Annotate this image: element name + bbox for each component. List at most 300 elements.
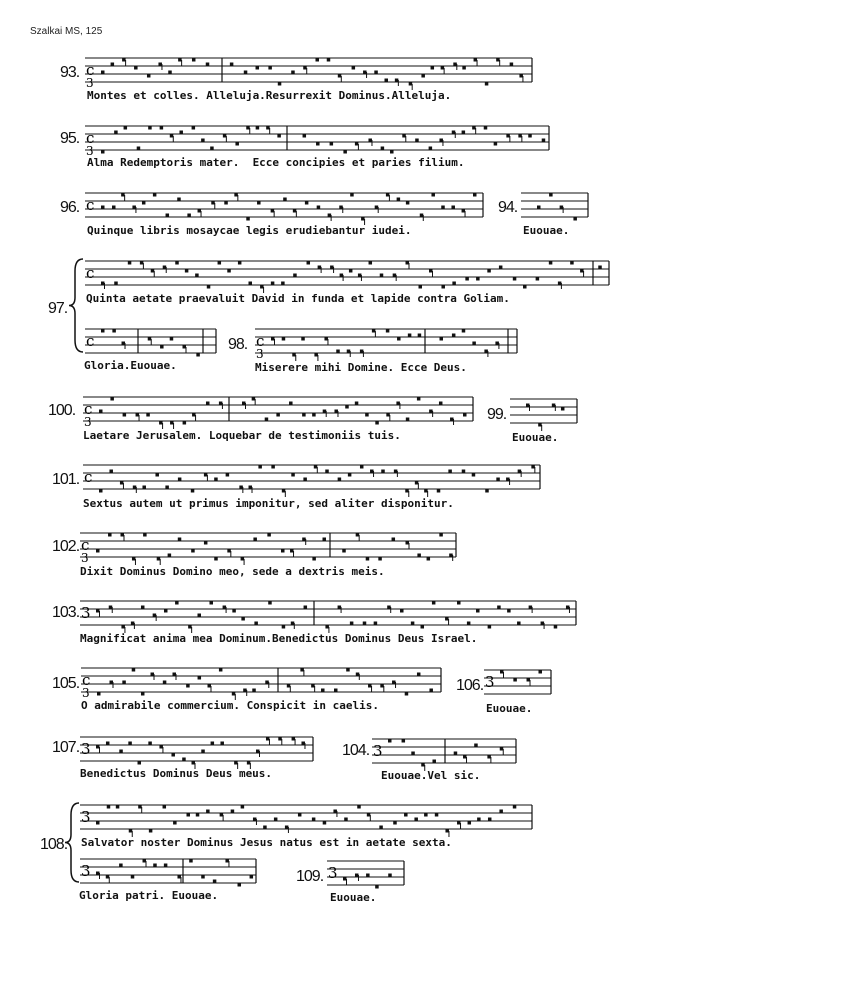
neume	[336, 350, 340, 353]
neume	[437, 490, 441, 493]
neume	[197, 614, 201, 617]
neume	[112, 206, 116, 209]
neume	[366, 874, 370, 877]
neume	[121, 626, 125, 629]
chant-number: 109.	[296, 868, 324, 885]
neume	[538, 671, 542, 674]
neume	[303, 67, 307, 70]
neume	[431, 67, 435, 70]
neume	[227, 550, 231, 553]
neume	[243, 689, 247, 692]
neume	[252, 689, 256, 692]
neume	[132, 206, 136, 209]
neume	[507, 610, 511, 613]
neume	[435, 814, 439, 817]
clef-sign: 3	[328, 864, 338, 882]
neume	[143, 860, 147, 863]
neume	[452, 334, 456, 337]
neume	[108, 534, 112, 537]
neume	[208, 685, 212, 688]
neume	[220, 814, 224, 817]
neume	[232, 693, 236, 696]
neume	[186, 814, 190, 817]
neume	[462, 470, 466, 473]
neume	[172, 673, 176, 676]
neume	[187, 214, 191, 217]
neume	[361, 218, 365, 221]
neume	[246, 218, 250, 221]
neume	[140, 262, 144, 265]
neume	[303, 135, 307, 138]
neume	[445, 618, 449, 621]
neume	[375, 422, 379, 425]
chant-text: Magnificat anima mea Dominum.Benedictus Dominus Deus Israel.	[80, 632, 478, 645]
neume	[542, 139, 546, 142]
neume	[142, 486, 146, 489]
neume	[141, 693, 145, 696]
neume	[271, 466, 275, 469]
neume	[510, 63, 514, 66]
neume	[409, 83, 413, 86]
neume	[241, 806, 245, 809]
neume	[170, 135, 174, 138]
neume	[178, 478, 182, 481]
neume	[523, 286, 527, 289]
neume	[411, 752, 415, 755]
neume	[192, 414, 196, 417]
neume	[166, 214, 170, 217]
neume	[121, 194, 125, 197]
neume	[441, 286, 445, 289]
neume	[142, 202, 146, 205]
neume	[283, 198, 287, 201]
neume	[487, 756, 491, 759]
neume	[366, 558, 370, 561]
neume	[549, 262, 553, 265]
neume	[570, 262, 574, 265]
neume	[454, 752, 458, 755]
neume	[141, 606, 145, 609]
neume	[356, 673, 360, 676]
neume	[196, 354, 200, 357]
neume	[119, 864, 123, 867]
neume	[219, 669, 223, 672]
manuscript-header: Szalkai MS, 125	[30, 26, 103, 37]
neume	[301, 338, 305, 341]
chant-number: 97.	[48, 300, 68, 317]
neume	[220, 742, 224, 745]
clef-sign: c	[82, 671, 91, 689]
neume	[301, 742, 305, 745]
clef-sign: c	[86, 61, 95, 79]
neume	[101, 282, 105, 285]
neume	[321, 689, 325, 692]
neume	[224, 202, 228, 205]
neume	[256, 127, 259, 130]
neume	[198, 677, 202, 680]
neume	[431, 194, 435, 197]
neume	[323, 410, 327, 413]
neume	[485, 490, 489, 493]
neume	[315, 59, 319, 62]
neume	[303, 478, 307, 481]
neume	[223, 135, 227, 138]
neume	[300, 669, 304, 672]
neume	[500, 748, 504, 751]
neume	[415, 482, 419, 485]
neume	[253, 818, 257, 821]
neume	[386, 414, 390, 417]
neume	[232, 610, 236, 613]
neume	[370, 470, 374, 473]
neume	[99, 410, 103, 413]
neume	[342, 550, 346, 553]
neume	[476, 610, 480, 613]
clef-sign: 3	[81, 862, 91, 880]
clef-sign: c	[81, 536, 90, 554]
neume	[472, 342, 476, 345]
neume	[191, 490, 195, 493]
neume	[415, 139, 419, 142]
neume	[496, 478, 500, 481]
neume	[218, 262, 222, 265]
neume	[122, 342, 126, 345]
neume	[238, 262, 242, 265]
neume	[206, 810, 210, 813]
clef-sign: 3	[373, 742, 383, 760]
neume	[421, 75, 425, 78]
neume	[328, 214, 332, 217]
neume	[322, 538, 326, 541]
neume	[101, 206, 105, 209]
neume	[537, 206, 541, 209]
neume	[99, 490, 103, 493]
neume	[119, 750, 123, 753]
neume	[110, 398, 114, 401]
neume	[226, 474, 230, 477]
neume	[472, 474, 476, 477]
neume	[241, 558, 245, 561]
neume	[379, 826, 383, 829]
neume	[268, 602, 272, 605]
neume	[338, 75, 342, 78]
neume	[598, 266, 602, 269]
neume	[124, 127, 128, 130]
neume	[263, 826, 267, 829]
neume	[106, 742, 110, 745]
neume	[291, 474, 295, 477]
neume	[314, 466, 318, 469]
neume	[206, 63, 210, 66]
neume	[204, 542, 208, 545]
neume	[164, 864, 168, 867]
neume	[560, 206, 564, 209]
neume	[281, 282, 285, 285]
neume	[402, 135, 406, 138]
neume	[278, 83, 282, 86]
neume	[178, 59, 182, 62]
neume	[96, 872, 100, 875]
neume	[302, 414, 306, 417]
clef-sign: 3	[81, 604, 91, 622]
neume	[388, 740, 392, 743]
neume	[417, 398, 421, 401]
neume	[573, 218, 577, 221]
neume	[429, 689, 433, 692]
neume	[268, 67, 272, 70]
neume	[429, 410, 433, 413]
neume	[349, 270, 353, 273]
neume	[266, 738, 270, 741]
neume	[397, 338, 401, 341]
neume	[136, 414, 140, 417]
chant-text: Quinta aetate praevaluit David in funda et lapide contra Goliam.	[86, 292, 510, 305]
neume	[363, 622, 367, 625]
neume	[114, 282, 118, 285]
neume	[378, 558, 382, 561]
neume	[513, 679, 517, 682]
neume	[122, 59, 126, 62]
neume	[439, 402, 443, 405]
neume	[293, 274, 297, 277]
neume	[406, 542, 410, 545]
neume	[452, 282, 456, 285]
neume	[305, 202, 309, 205]
neume	[462, 131, 466, 134]
neume	[183, 346, 187, 349]
neume	[427, 558, 431, 561]
neume	[554, 626, 558, 629]
neume	[360, 350, 364, 353]
neume	[138, 806, 142, 809]
neume	[178, 538, 182, 541]
neume	[325, 470, 329, 473]
neume	[393, 274, 397, 277]
chant-number: 94.	[498, 199, 518, 216]
neume	[526, 404, 530, 407]
neume	[324, 338, 328, 341]
neume	[552, 404, 556, 407]
neume	[497, 606, 501, 609]
neume	[179, 131, 183, 134]
clef-sign: c	[256, 332, 265, 350]
neume	[468, 822, 472, 825]
clef-sign: c	[84, 400, 93, 418]
neume	[219, 402, 223, 405]
neume	[170, 422, 174, 425]
neume	[198, 210, 202, 213]
neume	[260, 286, 264, 289]
neume	[266, 127, 270, 130]
neume	[314, 354, 318, 357]
neume	[298, 814, 302, 817]
neume	[114, 131, 118, 134]
neume	[462, 210, 466, 213]
neume	[392, 681, 396, 684]
neume	[453, 63, 457, 66]
neume	[408, 334, 412, 337]
system-brace	[69, 259, 83, 352]
neume	[271, 210, 275, 213]
neume	[143, 534, 147, 537]
neume	[123, 414, 127, 417]
neume	[131, 622, 135, 625]
chant-number: 102.	[52, 538, 80, 555]
neume	[338, 478, 342, 481]
neume	[231, 810, 235, 813]
neume	[160, 127, 164, 130]
neume	[201, 750, 205, 753]
neume	[318, 266, 322, 269]
neume	[363, 71, 367, 74]
clef-sign: c	[86, 129, 95, 147]
neume	[214, 558, 218, 561]
neume	[192, 127, 196, 130]
neume	[137, 147, 141, 150]
neume	[191, 762, 195, 765]
neume	[340, 274, 344, 277]
neume	[418, 334, 422, 337]
neume	[417, 554, 421, 557]
neume	[256, 67, 260, 70]
neume	[538, 424, 542, 427]
neume	[580, 270, 584, 273]
chant-number: 105.	[52, 675, 80, 692]
neume	[235, 143, 239, 146]
neume	[312, 414, 316, 417]
neume	[153, 614, 157, 617]
neume	[175, 602, 179, 605]
neume	[170, 338, 174, 341]
neume	[400, 610, 404, 613]
chant-text: Gloria patri. Euouae.	[79, 889, 219, 902]
neume	[282, 626, 286, 629]
neume	[528, 135, 532, 138]
clef-sign: c	[86, 196, 95, 214]
neume	[350, 194, 354, 197]
neume	[207, 286, 211, 289]
neume	[476, 278, 480, 281]
neume	[339, 206, 343, 209]
neume	[214, 478, 218, 481]
neume	[177, 198, 181, 201]
neume	[128, 742, 132, 745]
neume	[155, 474, 159, 477]
neume	[185, 270, 189, 273]
neume	[250, 876, 254, 879]
neume	[500, 671, 504, 674]
neume	[397, 198, 401, 201]
neume	[485, 83, 489, 86]
neume	[375, 206, 379, 209]
neume	[420, 214, 424, 217]
neume	[529, 606, 533, 609]
neume	[252, 398, 256, 401]
neume	[312, 558, 316, 561]
neume	[357, 806, 361, 809]
neume	[171, 754, 175, 757]
neume	[292, 738, 296, 741]
neume	[201, 876, 205, 879]
neume	[191, 550, 195, 553]
neume	[519, 75, 523, 78]
neume	[381, 470, 385, 473]
neume	[168, 71, 172, 74]
neume	[513, 806, 517, 809]
neume	[242, 402, 246, 405]
neume	[209, 602, 213, 605]
neume	[276, 414, 280, 417]
neume	[372, 330, 376, 333]
clef-sign: 3	[485, 673, 495, 691]
neume	[518, 135, 522, 138]
neume	[487, 270, 491, 273]
neume	[151, 673, 155, 676]
neume	[429, 270, 433, 273]
neume	[360, 466, 364, 469]
neume	[206, 402, 210, 405]
neume	[367, 814, 371, 817]
neume	[325, 626, 329, 629]
chant-number: 104.	[342, 742, 370, 759]
neume	[211, 742, 215, 745]
neume	[356, 534, 360, 537]
neume	[424, 814, 428, 817]
clef-sign: 3	[256, 347, 264, 361]
neume	[96, 550, 100, 553]
neume	[148, 127, 152, 130]
neume	[450, 418, 454, 421]
neume	[165, 486, 169, 489]
neume	[134, 67, 138, 70]
neume	[247, 762, 251, 765]
neume	[146, 414, 150, 417]
chant-text: Sextus autem ut primus imponitur, sed aliter disponitur.	[83, 497, 454, 510]
neume	[477, 818, 481, 821]
chant-number: 103.	[52, 604, 80, 621]
neume	[536, 278, 540, 281]
neume	[153, 864, 157, 867]
clef-sign: 3	[84, 415, 92, 429]
neume	[112, 330, 116, 333]
neume	[380, 274, 384, 277]
neume	[561, 408, 565, 411]
neume	[241, 618, 245, 621]
neume	[223, 606, 227, 609]
neume	[157, 558, 161, 561]
neume	[558, 282, 562, 285]
chant-text: Gloria.Euouae.	[84, 359, 177, 372]
chant-number: 108.	[40, 836, 68, 853]
neume	[293, 210, 297, 213]
neume	[390, 151, 394, 154]
neume	[380, 685, 384, 688]
neume	[311, 685, 315, 688]
neume	[348, 474, 352, 477]
neume	[394, 470, 398, 473]
chant-text: Miserere mihi Domine. Ecce Deus.	[255, 361, 467, 374]
neume	[292, 354, 296, 357]
neume	[451, 206, 455, 209]
neume	[304, 606, 308, 609]
neume	[291, 622, 295, 625]
neume	[122, 681, 126, 684]
neume	[445, 830, 449, 833]
neume	[177, 876, 181, 879]
neume	[365, 414, 369, 417]
neume	[404, 814, 408, 817]
neume	[282, 490, 286, 493]
